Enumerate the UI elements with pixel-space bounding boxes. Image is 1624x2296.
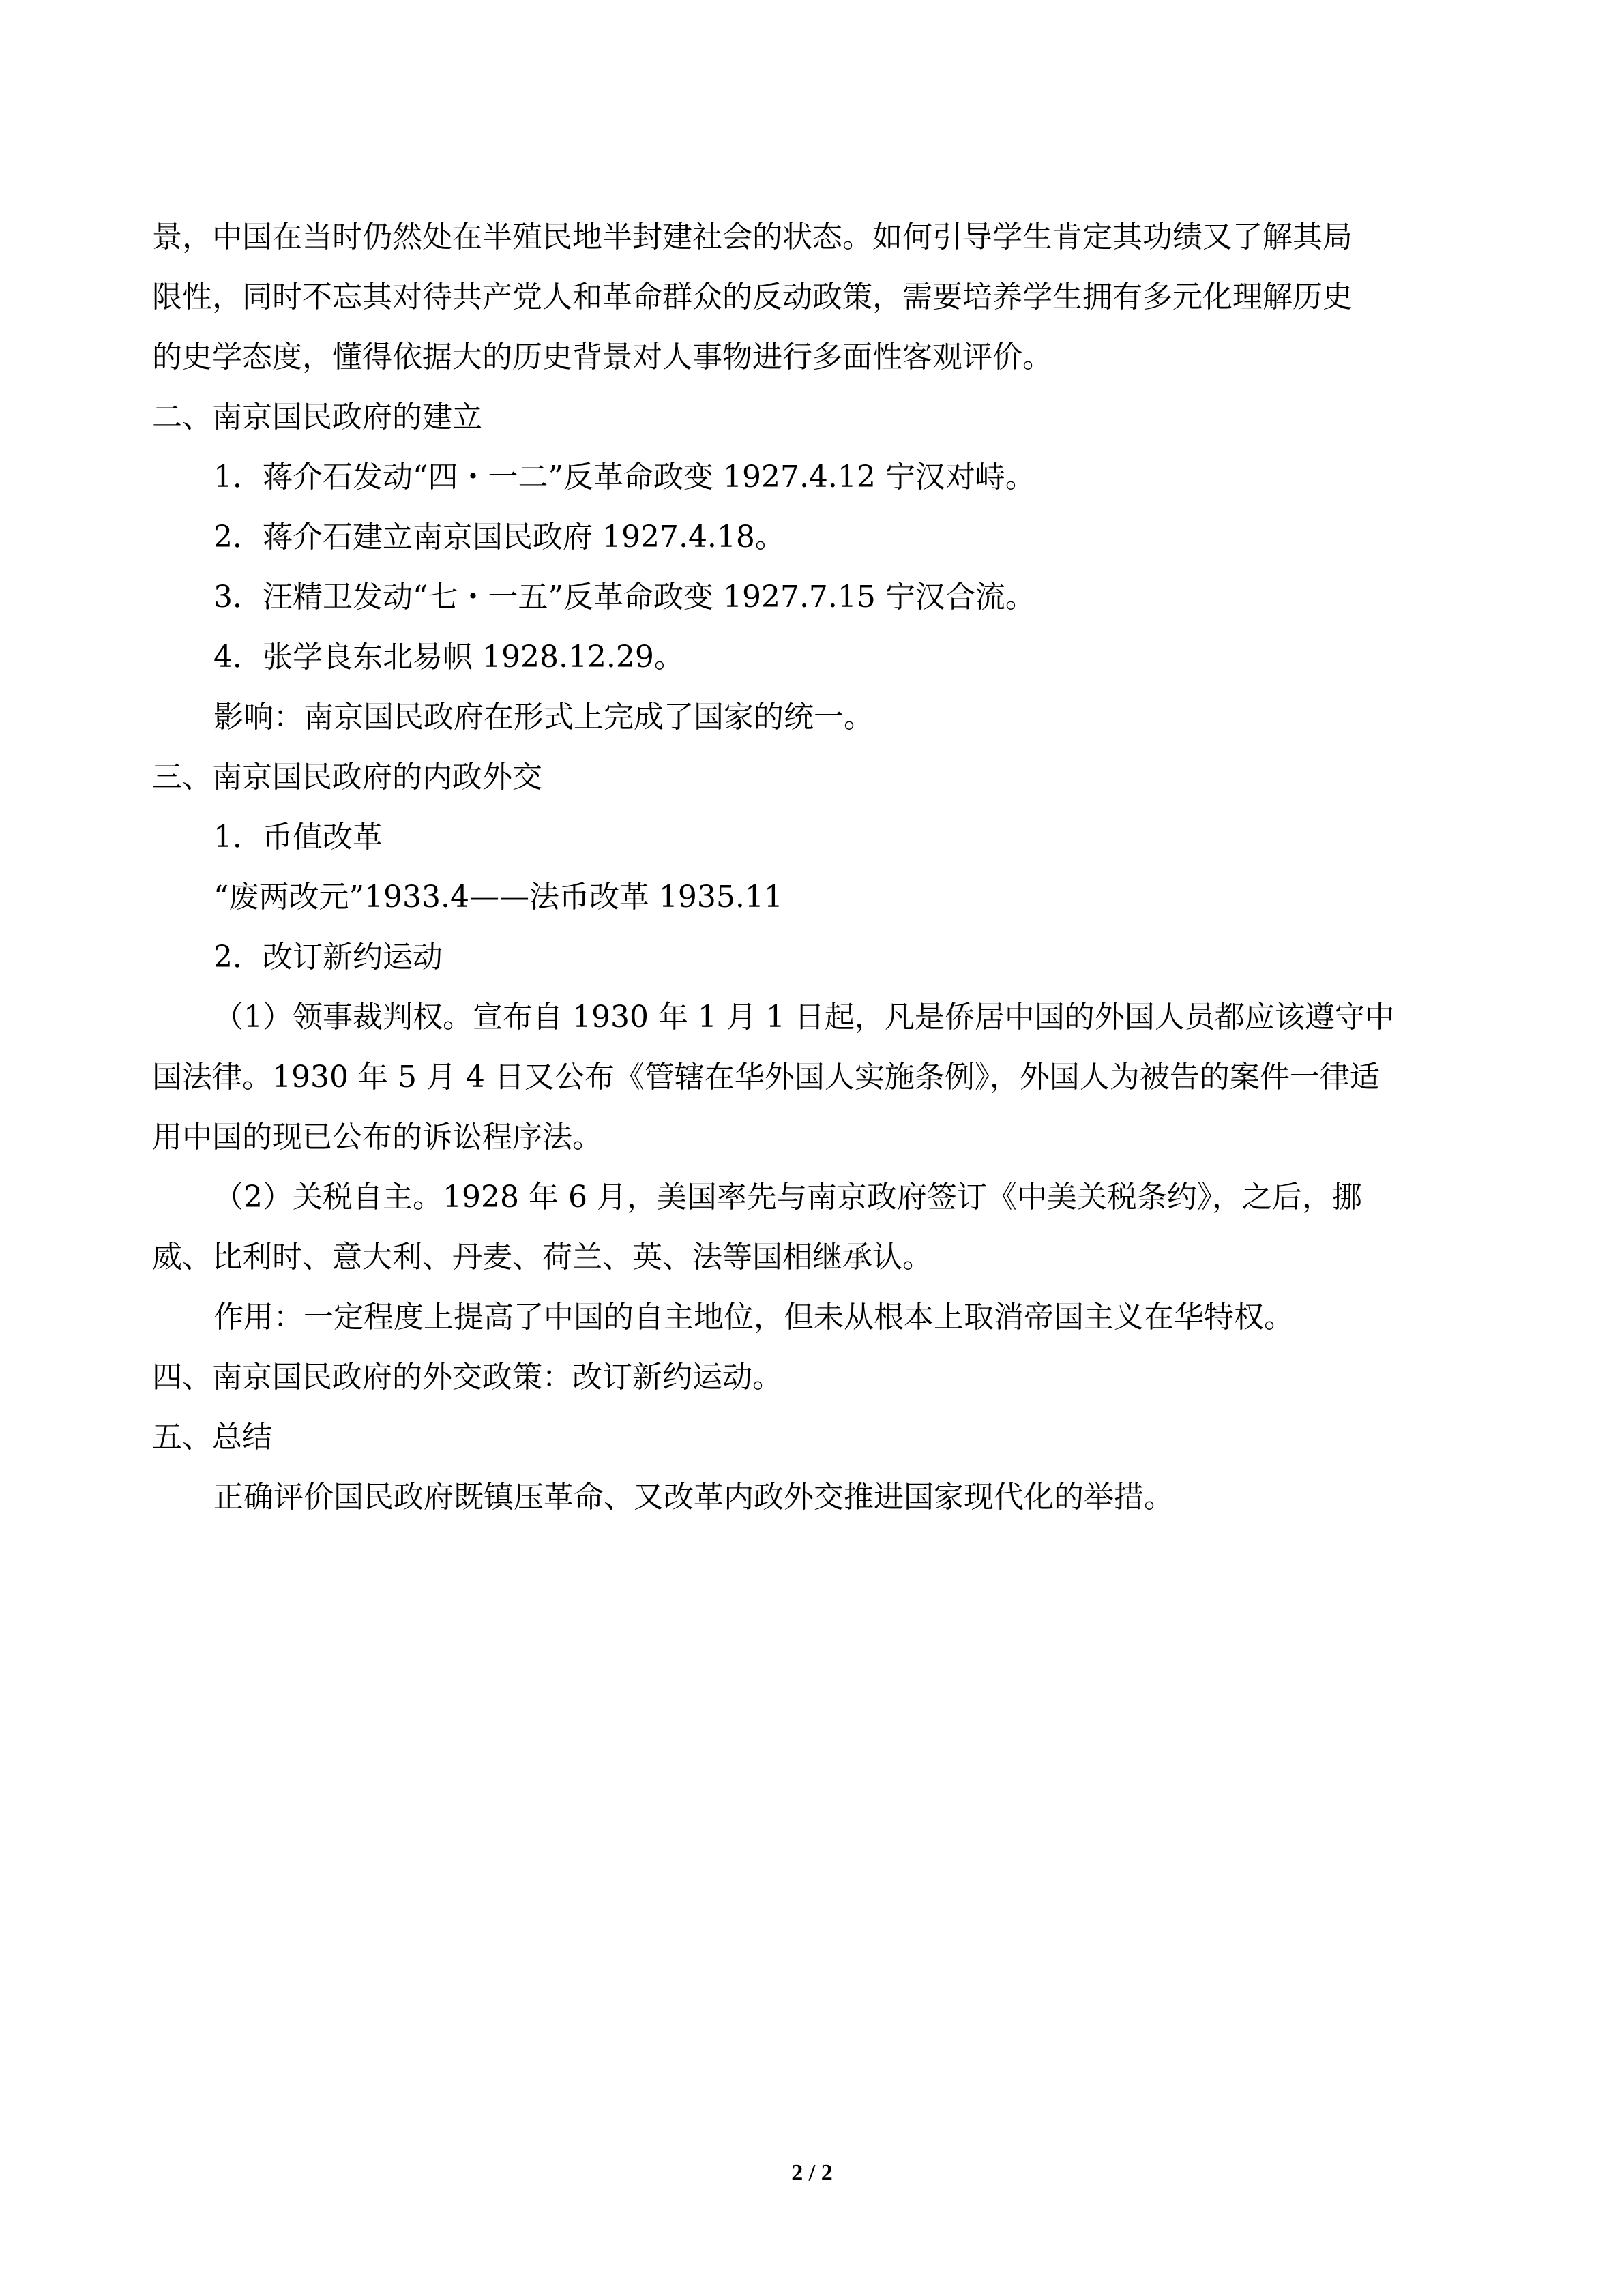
text-line: 五、总结 bbox=[152, 1420, 272, 1455]
text-line: 的史学态度，懂得依据大的历史背景对人事物进行多面性客观评价。 bbox=[152, 340, 1052, 374]
page-number: 2 / 2 bbox=[791, 2160, 833, 2186]
text-line: 二、南京国民政府的建立 bbox=[152, 400, 482, 434]
text-line: 作用：一定程度上提高了中国的自主地位，但未从根本上取消帝国主义在华特权。 bbox=[213, 1300, 1294, 1335]
text-line: 限性，同时不忘其对待共产党人和革命群众的反动政策，需要培养学生拥有多元化理解历史 bbox=[152, 280, 1353, 314]
text-line: 景，中国在当时仍然处在半殖民地半封建社会的状态。如何引导学生肯定其功绩又了解其局 bbox=[152, 220, 1353, 254]
text-line: “废两改元”1933.4——法币改革 1935.11 bbox=[213, 880, 783, 914]
document-body bbox=[152, 207, 1472, 1527]
text-line: 2．改订新约运动 bbox=[213, 940, 443, 974]
text-line: 2．蒋介石建立南京国民政府 1927.4.18。 bbox=[213, 520, 785, 554]
text-line: 三、南京国民政府的内政外交 bbox=[152, 760, 542, 794]
text-line: 1．币值改革 bbox=[213, 820, 383, 854]
text-line: 4．张学良东北易帜 1928.12.29。 bbox=[213, 640, 684, 674]
text-line: 3．汪精卫发动“七・一五”反革命政变 1927.7.15 宁汉合流。 bbox=[213, 580, 1035, 614]
text-line: 影响：南京国民政府在形式上完成了国家的统一。 bbox=[213, 700, 874, 734]
text-line: （1）领事裁判权。宣布自 1930 年 1 月 1 日起，凡是侨居中国的外国人员都应该遵守中 bbox=[213, 1000, 1395, 1034]
text-line: （2）关税自主。1928 年 6 月，美国率先与南京政府签订《中美关税条约》，之后，挪 bbox=[213, 1180, 1362, 1214]
text-line: 威、比利时、意大利、丹麦、荷兰、英、法等国相继承认。 bbox=[152, 1240, 932, 1274]
text-line: 国法律。1930 年 5 月 4 日又公布《管辖在华外国人实施条例》，外国人为被告的案件一律适 bbox=[152, 1060, 1380, 1094]
text-line: 用中国的现已公布的诉讼程序法。 bbox=[152, 1120, 602, 1154]
text-line: 四、南京国民政府的外交政策：改订新约运动。 bbox=[152, 1360, 782, 1395]
text-line: 正确评价国民政府既镇压革命、又改革内政外交推进国家现代化的举措。 bbox=[213, 1480, 1174, 1515]
text-line: 1．蒋介石发动“四・一二”反革命政变 1927.4.12 宁汉对峙。 bbox=[213, 460, 1035, 494]
